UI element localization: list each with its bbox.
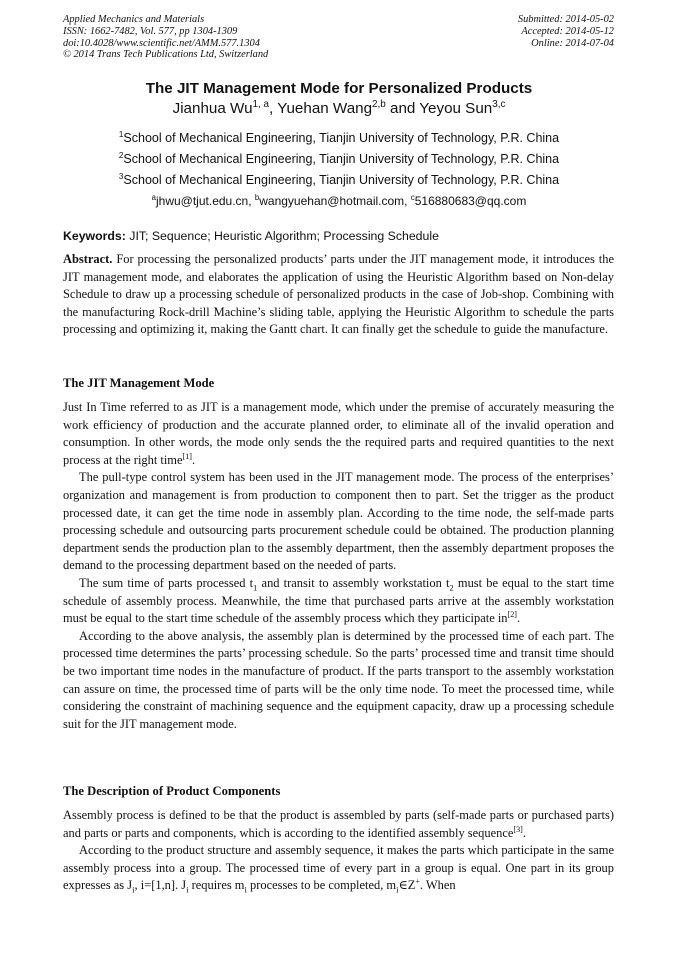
affiliation-3: $^3$School of Mechanical Engineering, Tianjin University of Technology, P.R. China (118, 171, 560, 187)
submitted-date: Submitted: 2014-05-02 (517, 14, 614, 25)
author-3: Yeyou Sun (419, 100, 493, 117)
citation[interactable]: [2] (507, 609, 517, 619)
paragraph: Assembly process is defined to be that the product is assembled by parts (self-made parts or purchased parts) and parts or parts and components, which is according to the identified assembly sequence[3]. (63, 808, 614, 840)
paper-title: The JIT Management Mode for Personalized Products (145, 80, 533, 97)
author-2: Yuehan Wang (277, 100, 373, 117)
journal-issn: ISSN: 1662-7482, Vol. 577, pp 1304-1309 (63, 25, 238, 37)
author-2-sup: 2,b (372, 98, 386, 110)
journal-doi: doi:10.4028/www.scientific.net/AMM.577.1304 (63, 37, 260, 49)
paragraph: According to the product structure and assembly sequence, it makes the parts which participate in the same assembly process into a group. The processed time of every part in a group is equal. One part in its group expresses as $J_i$, i=[1,n]. $J_i$ requires $m_i$ processes to be completed, $m_i\in Z^+$. When (63, 843, 614, 895)
paragraph: According to the above analysis, the assembly plan is determined by the processed time of each part. The processed time determines the parts’ processing schedule. So the parts’ processed time and transit time should be two important time nodes in the manufacture of product. If the parts transport to the assembly workstation can assure on time, the processed time of parts will be the only time node. To meet the processed time, while considering the constraint of machining sequence and the equipment capacity, draw up a processing schedule suit for the JIT management mode. (63, 628, 614, 731)
section-body-jit (63, 399, 614, 733)
section-heading-components: The Description of Product Components (63, 784, 281, 798)
journal-info (63, 14, 268, 61)
paragraph: The pull-type control system has been used in the JIT management mode. The process of the enterprises’ organization and management is from production to component then to part. Set the trigger as the product processed date, it can get the time node in assembly plan. According to the time node, the self-made parts processing schedule and outsourcing parts procurement schedule could be obtained. The production planning department sends the production plan to the assembly department, then the assembly department proposes the demand to the processing department based on the needed of parts. (63, 470, 614, 573)
journal-copyright: © 2014 Trans Tech Publications Ltd, Switzerland (63, 49, 269, 61)
section-heading-jit: The JIT Management Mode (63, 376, 215, 390)
journal-name: Applied Mechanics and Materials (63, 14, 205, 25)
abstract-text: For processing the personalized products’ parts under the JIT management mode, it introduces the JIT management mode, and elaborates the application of using the Heuristic Algorithm based on Non-delay Schedule to draw up a processing schedule of personalized products in the case of Job-shop. Combining with the manufacturing Rock-drill Machine’s sliding table, applying the Heuristic Algorithm to schedule the parts processing and optimizing it, making the Gantt chart. It can finally get the schedule to guide the manufacture. (63, 252, 614, 337)
keywords (63, 229, 614, 243)
publication-dates (518, 14, 614, 49)
author-1-sup: 1, a (252, 98, 270, 110)
section-body-components (63, 807, 614, 895)
email-a[interactable]: jhwu@tjut.edu.cn, (155, 194, 255, 208)
accepted-date: Accepted: 2014-05-12 (521, 25, 614, 37)
citation[interactable]: [1] (182, 451, 192, 461)
author-list: Jianhua Wu$^{1, a}$, Yuehan Wang$^{2,b}$ and Yeyou Sun$^{3,c}$ (172, 98, 506, 117)
keywords-label: Keywords: (63, 229, 126, 243)
paragraph: The sum time of parts processed $t_1$ and transit to assembly workstation $t_2$ must be equal to the start time schedule of assembly process. Meanwhile, the time that purchased parts arrive at the assembly workstation must be equal to the start time schedule of the assembly process which they participate in[2]. (63, 575, 614, 626)
affiliation-2: $^2$School of Mechanical Engineering, Tianjin University of Technology, P.R. China (118, 150, 560, 166)
author-emails: $^a$jhwu@tjut.edu.cn, $^b$wangyuehan@hotmail.com, $^c$516880683@qq.com (151, 193, 527, 208)
online-date: Online: 2014-07-04 (531, 37, 614, 49)
author-1: Jianhua Wu (172, 100, 253, 117)
keywords-text: JIT; Sequence; Heuristic Algorithm; Processing Schedule (125, 229, 439, 243)
abstract (63, 251, 614, 339)
abstract-label: Abstract. (63, 252, 113, 266)
email-b[interactable]: wangyuehan@hotmail.com, (259, 194, 411, 208)
affiliation-1: $^1$School of Mechanical Engineering, Tianjin University of Technology, P.R. China (118, 129, 560, 145)
author-and: and (385, 100, 420, 117)
paragraph: Just In Time referred to as JIT is a management mode, which under the premise of accurately measuring the work efficiency of production and the accurate planned order, to eliminate all of the invalid operation and consumption. In other words, the mode only sends the the required parts and required quantities to the next process at the right time[1]. (63, 400, 614, 467)
citation[interactable]: [3] (513, 824, 523, 834)
email-c[interactable]: 516880683@qq.com (414, 194, 527, 208)
author-3-sup: 3,c (492, 98, 506, 110)
